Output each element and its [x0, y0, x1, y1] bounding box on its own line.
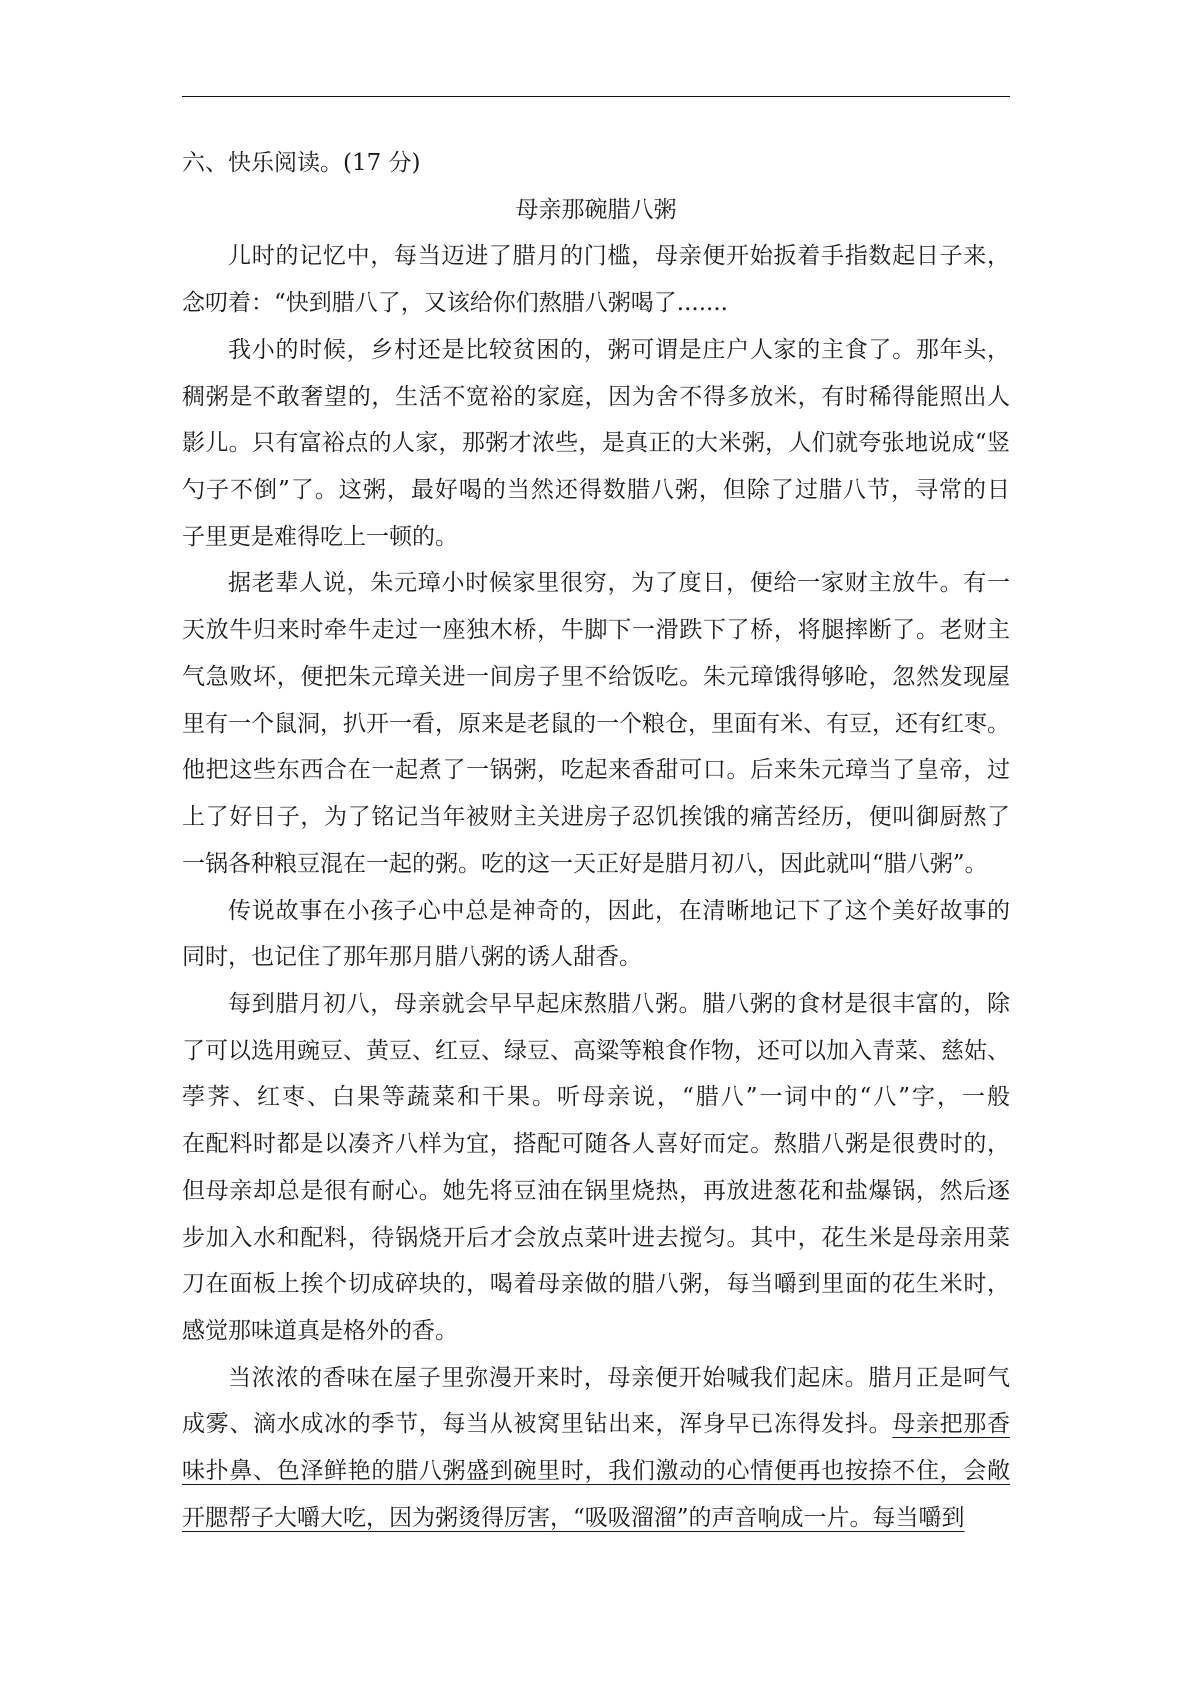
paragraph-line: 但母亲却总是很有耐心。她先将豆油在锅里烧热，再放进葱花和盐爆锅，然后逐 [182, 1177, 1010, 1204]
paragraph-line: 了可以选用豌豆、黄豆、红豆、绿豆、高粱等粮食作物，还可以加入青菜、慈姑、 [182, 1037, 1010, 1064]
paragraph-line: 里有一个鼠洞，扒开一看，原来是老鼠的一个粮仓，里面有米、有豆，还有红枣。 [182, 710, 1010, 737]
underlined-text: 开腮帮子大嚼大吃，因为粥烫得厉害，“吸吸溜溜”的声音响成一片。每当嚼到 [182, 1504, 965, 1531]
paragraph-line: 荸荠、红枣、白果等蔬菜和干果。听母亲说，“腊八”一词中的“八”字，一般 [182, 1084, 1010, 1111]
paragraph-line [182, 1448, 1010, 1495]
paragraph-line: 步加入水和配料，待锅烧开后才会放点菜叶进去搅匀。其中，花生米是母亲用菜 [182, 1224, 1010, 1251]
paragraph-line: 感觉那味道真是格外的香。 [182, 1317, 458, 1344]
paragraph-line: 勺子不倒”了。这粥，最好喝的当然还得数腊八粥，但除了过腊八节，寻常的日 [182, 477, 1010, 504]
paragraph-line: 刀在面板上挨个切成碎块的，喝着母亲做的腊八粥，每当嚼到里面的花生米时， [182, 1271, 1010, 1298]
paragraph-line: 儿时的记忆中，每当迈进了腊月的门槛，母亲便开始扳着手指数起日子来， [228, 243, 1010, 270]
underlined-text: 味扑鼻、色泽鲜艳的腊八粥盛到碗里时，我们激动的心情便再也按捺不住，会敞 [182, 1458, 1010, 1485]
paragraph [182, 981, 1010, 1355]
passage-body [182, 233, 1010, 1541]
header-rule [182, 96, 1010, 97]
paragraph-line: 同时，也记住了那年那月腊八粥的诱人甜香。 [182, 944, 642, 971]
paragraph-line: 传说故事在小孩子心中总是神奇的，因此，在清晰地记下了这个美好故事的 [228, 897, 1010, 924]
paragraph-line: 每到腊月初八，母亲就会早早起床熬腊八粥。腊八粥的食材是很丰富的，除 [228, 990, 1010, 1017]
paragraph-line: 据老辈人说，朱元璋小时候家里很穷，为了度日，便给一家财主放牛。有一 [228, 570, 1010, 597]
section-heading: 六、快乐阅读。(17 分) [182, 150, 421, 176]
passage-title: 母亲那碗腊八粥 [515, 196, 677, 223]
paragraph-line: 当浓浓的香味在屋子里弥漫开来时，母亲便开始喊我们起床。腊月正是呵气 [228, 1364, 1010, 1391]
paragraph [182, 560, 1010, 887]
paragraph-line: 我小的时候，乡村还是比较贫困的，粥可谓是庄户人家的主食了。那年头， [228, 336, 1010, 363]
paragraph-line: 气急败坏，便把朱元璋关进一间房子里不给饭吃。朱元璋饿得够呛，忽然发现屋 [182, 663, 1010, 690]
paragraph-line: 一锅各种粮豆混在一起的粥。吃的这一天正好是腊月初八，因此就叫“腊八粥”。 [182, 850, 988, 877]
paragraph-line: 念叨着：“快到腊八了，又该给你们熬腊八粥喝了....... [182, 290, 728, 317]
paragraph-line: 子里更是难得吃上一顿的。 [182, 523, 458, 550]
paragraph-line: 在配料时都是以凑齐八样为宜，搭配可随各人喜好而定。熬腊八粥是很费时的， [182, 1131, 1010, 1158]
paragraph-line [182, 1401, 1010, 1448]
paragraph-line: 稠粥是不敢奢望的，生活不宽裕的家庭，因为舍不得多放米，有时稀得能照出人 [182, 383, 1010, 410]
paragraph [182, 1355, 1010, 1542]
paragraph-line: 影儿。只有富裕点的人家，那粥才浓些，是真正的大米粥，人们就夸张地说成“竖 [182, 430, 1010, 457]
paragraph-line: 上了好日子，为了铭记当年被财主关进房子忍饥挨饿的痛苦经历，便叫御厨熬了 [182, 804, 1010, 831]
paragraph-line: 他把这些东西合在一起煮了一锅粥，吃起来香甜可口。后来朱元璋当了皇帝，过 [182, 757, 1010, 784]
paragraph [182, 327, 1010, 561]
underlined-text: 母亲把那香 [892, 1411, 1010, 1438]
paragraph [182, 233, 1010, 326]
paragraph-line [182, 1495, 1010, 1542]
text-segment: 成雾、滴水成冰的季节，每当从被窝里钻出来，浑身早已冻得发抖。 [182, 1411, 893, 1438]
paragraph-line: 天放牛归来时牵牛走过一座独木桥，牛脚下一滑跌下了桥，将腿摔断了。老财主 [182, 617, 1010, 644]
paragraph [182, 888, 1010, 981]
reading-section [182, 140, 1010, 1542]
